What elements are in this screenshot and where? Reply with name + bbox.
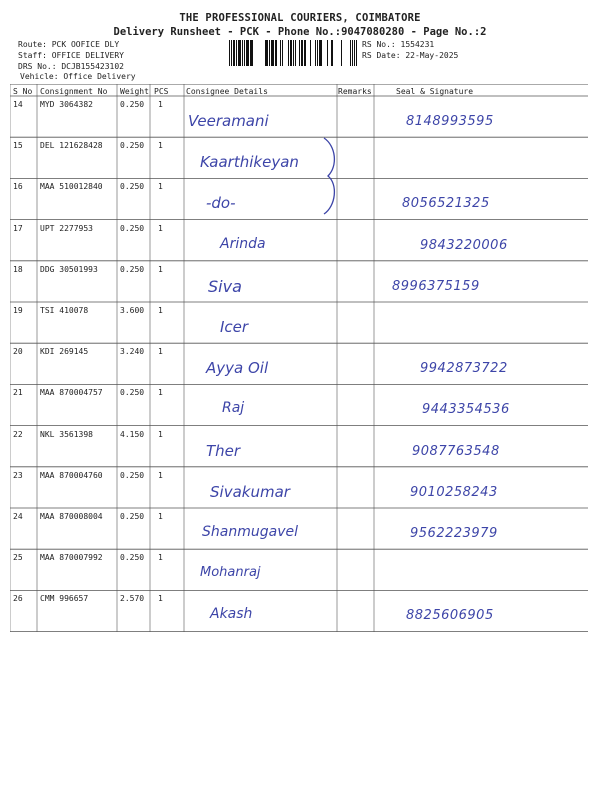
drs-number: DRS No.: DCJB155423102 <box>18 62 124 71</box>
column-header-signature: Seal & Signature <box>396 87 474 96</box>
row-signature-phone: 9010258243 <box>410 484 498 500</box>
row-weight: 4.150 <box>120 429 145 439</box>
row-serial-number: 15 <box>13 141 23 151</box>
row-consignee-handwritten: Icer <box>220 318 249 336</box>
row-weight: 3.240 <box>120 347 145 357</box>
column-header-pcs: PCS <box>154 87 169 96</box>
row-serial-number: 18 <box>13 264 23 274</box>
row-consignment-number: NKL 3561398 <box>40 429 93 439</box>
row-signature-phone: 8148993595 <box>406 114 494 129</box>
row-pieces: 1 <box>158 553 163 563</box>
row-consignee-handwritten: Veeramani <box>188 112 269 130</box>
row-consignment-number: UPT 2277953 <box>40 223 93 233</box>
row-consignee-handwritten: Raj <box>222 400 245 417</box>
row-signature-phone: 8056521325 <box>402 196 490 212</box>
row-consignee-handwritten: Ayya Oil <box>206 359 269 378</box>
row-pieces: 1 <box>158 264 163 274</box>
row-signature-phone: 9443354536 <box>422 402 510 418</box>
row-pieces: 1 <box>158 100 163 109</box>
row-serial-number: 21 <box>13 388 23 398</box>
column-header-consignee: Consignee Details <box>186 87 268 96</box>
row-consignment-number: DDG 30501993 <box>40 264 98 274</box>
row-consignment-number: MAA 510012840 <box>40 182 103 192</box>
rs-date: RS Date: 22-May-2025 <box>362 51 459 60</box>
row-weight: 0.250 <box>120 100 145 109</box>
row-signature-phone: 8825606905 <box>406 608 494 624</box>
row-consignee-handwritten: Shanmugavel <box>202 524 298 540</box>
row-consignment-number: MAA 870004757 <box>40 388 103 398</box>
row-weight: 0.250 <box>120 223 145 233</box>
ditto-brace-mark <box>310 136 350 216</box>
row-pieces: 1 <box>158 429 163 439</box>
row-serial-number: 16 <box>13 182 23 192</box>
row-consignee-handwritten: Ther <box>206 441 241 460</box>
row-pieces: 1 <box>158 594 163 604</box>
row-weight: 0.250 <box>120 182 145 192</box>
row-weight: 0.250 <box>120 141 145 151</box>
route-label: Route: PCK OOFICE DLY <box>18 40 120 49</box>
staff-label: Staff: OFFICE DELIVERY <box>18 51 124 60</box>
column-header-weight: Weight <box>120 87 149 96</box>
column-header-remarks: Remarks <box>338 87 372 96</box>
row-weight: 3.600 <box>120 306 145 315</box>
row-weight: 2.570 <box>120 594 145 604</box>
row-pieces: 1 <box>158 306 163 315</box>
row-signature-phone: 9843220006 <box>420 237 508 253</box>
column-header-sno: S No <box>13 87 33 96</box>
barcode-image <box>229 40 357 66</box>
row-weight: 0.250 <box>120 264 145 274</box>
row-consignment-number: MAA 870007992 <box>40 553 103 563</box>
row-weight: 0.250 <box>120 512 145 521</box>
row-pieces: 1 <box>158 388 163 398</box>
row-serial-number: 23 <box>13 470 23 480</box>
row-consignee-handwritten: Siva <box>208 276 242 296</box>
document-title: THE PROFESSIONAL COURIERS, COIMBATORE <box>179 12 421 24</box>
row-weight: 0.250 <box>120 553 145 563</box>
row-consignment-number: MYD 3064382 <box>40 100 93 109</box>
row-pieces: 1 <box>158 223 163 233</box>
row-serial-number: 14 <box>13 100 23 109</box>
row-consignee-handwritten: Kaarthikeyan <box>200 153 299 172</box>
row-consignment-number: TSI 410078 <box>40 306 89 315</box>
row-consignment-number: KDI 269145 <box>40 347 89 357</box>
row-consignee-handwritten: -do- <box>206 194 236 213</box>
row-pieces: 1 <box>158 512 163 521</box>
row-serial-number: 20 <box>13 347 23 357</box>
row-signature-phone: 9942873722 <box>420 361 508 377</box>
row-pieces: 1 <box>158 347 163 357</box>
row-signature-phone: 9087763548 <box>412 443 500 459</box>
document-subtitle: Delivery Runsheet - PCK - Phone No.:9047080280 - Page No.:2 <box>113 26 487 38</box>
row-pieces: 1 <box>158 141 163 151</box>
row-serial-number: 24 <box>13 512 23 521</box>
row-consignment-number: MAA 870008004 <box>40 512 103 521</box>
row-serial-number: 17 <box>13 223 23 233</box>
runsheet-table <box>10 84 588 633</box>
row-weight: 0.250 <box>120 388 145 398</box>
row-consignee-handwritten: Arinda <box>220 235 266 252</box>
row-serial-number: 19 <box>13 306 23 315</box>
row-consignee-handwritten: Mohanraj <box>200 565 261 581</box>
row-consignment-number: DEL 121628428 <box>40 141 103 151</box>
row-weight: 0.250 <box>120 470 145 480</box>
row-serial-number: 22 <box>13 429 23 439</box>
column-header-consignment: Consignment No <box>40 87 108 96</box>
row-signature-phone: 8996375159 <box>392 278 480 294</box>
row-consignee-handwritten: Sivakumar <box>210 482 290 501</box>
row-pieces: 1 <box>158 182 163 192</box>
row-serial-number: 26 <box>13 594 23 604</box>
table-grid <box>10 84 588 633</box>
row-consignee-handwritten: Akash <box>210 606 253 623</box>
row-consignment-number: MAA 870004760 <box>40 470 103 480</box>
row-pieces: 1 <box>158 470 163 480</box>
row-signature-phone: 9562223979 <box>410 526 498 541</box>
rs-number: RS No.: 1554231 <box>362 40 435 49</box>
row-consignment-number: CMM 996657 <box>40 594 89 604</box>
vehicle-label: Vehicle: Office Delivery <box>20 72 136 81</box>
row-serial-number: 25 <box>13 553 23 563</box>
